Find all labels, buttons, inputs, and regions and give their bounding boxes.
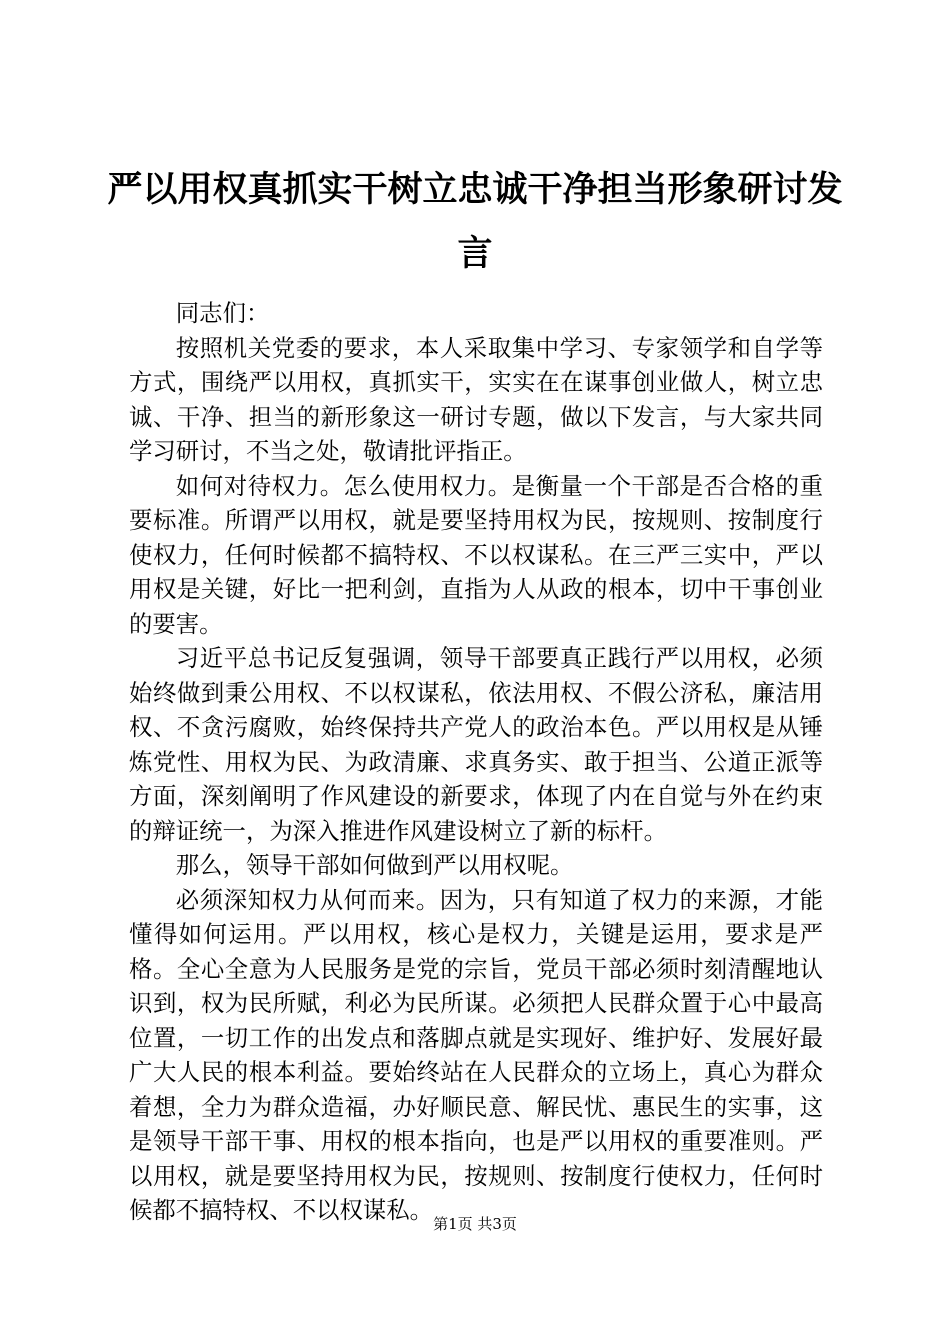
document-title: 严以用权真抓实干树立忠诚干净担当形象研讨发言 — [107, 169, 843, 274]
salutation-paragraph: 同志们： — [175, 299, 270, 327]
page-number-footer: 第1页 共3页 — [433, 1215, 517, 1233]
body-paragraph: 按照机关党委的要求，本人采取集中学习、专家领学和自学等方式，围绕严以用权，真抓实干，实实在在谋事创业做人，树立忠诚、干净、担当的新形象这一研讨专题，做以下发言，与大家共同学习研讨，不当之处，敬请批评指正。 — [129, 333, 823, 465]
body-paragraph: 那么，领导干部如何做到严以用权呢。 — [175, 851, 574, 879]
document-body — [129, 296, 823, 1228]
body-paragraph: 如何对待权力。怎么使用权力。是衡量一个干部是否合格的重要标准。所谓严以用权，就是要坚持用权为民，按规则、按制度行使权力，任何时候都不搞特权、不以权谋私。在三严三实中，严以用权是关键，好比一把利剑，直指为人从政的根本，切中干事创业的要害。 — [129, 471, 823, 638]
body-paragraph: 习近平总书记反复强调，领导干部要真正践行严以用权，必须始终做到秉公用权、不以权谋私，依法用权、不假公济私，廉洁用权、不贪污腐败，始终保持共产党人的政治本色。严以用权是从锤炼党性、用权为民、为政清廉、求真务实、敢于担当、公道正派等方面，深刻阐明了作风建设的新要求，体现了内在自觉与外在约束的辩证统一，为深入推进作风建设树立了新的标杆。 — [129, 644, 823, 845]
body-paragraph: 必须深知权力从何而来。因为，只有知道了权力的来源，才能懂得如何运用。严以用权，核心是权力，关键是运用，要求是严格。全心全意为人民服务是党的宗旨，党员干部必须时刻清醒地认识到，权为民所赋，利必为民所谋。必须把人民群众置于心中最高位置，一切工作的出发点和落脚点就是实现好、维护好、发展好最广大人民的根本利益。要始终站在人民群众的立场上，真心为群众着想，全力为群众造福，办好顺民意、解民忧、惠民生的实事，这是领导干部干事、用权的根本指向，也是严以用权的重要准则。严以用权，就是要坚持用权为民，按规则、按制度行使权力，任何时候都不搞特权、不以权谋私。 — [129, 885, 823, 1224]
